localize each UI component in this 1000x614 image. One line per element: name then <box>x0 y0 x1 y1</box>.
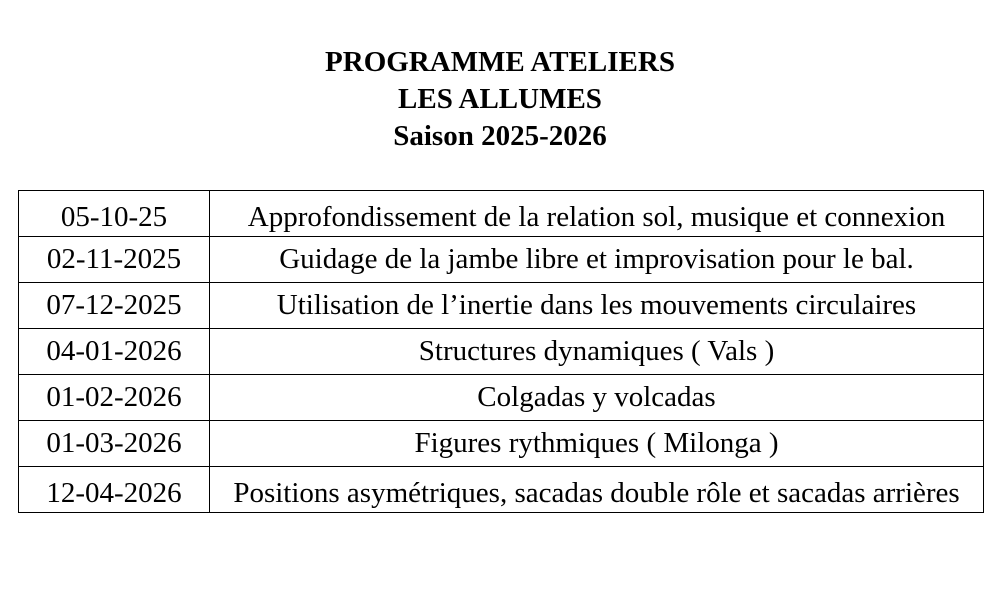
date-cell: 07-12-2025 <box>19 283 210 329</box>
date-cell: 04-01-2026 <box>19 329 210 375</box>
table-row <box>19 467 984 513</box>
topic-cell: Approfondissement de la relation sol, musique et connexion <box>210 191 984 237</box>
topic-cell: Structures dynamiques ( Vals ) <box>210 329 984 375</box>
table-row <box>19 191 984 237</box>
topic-cell: Colgadas y volcadas <box>210 375 984 421</box>
table-row <box>19 421 984 467</box>
table-row <box>19 375 984 421</box>
workshop-schedule-table <box>18 190 984 513</box>
document-title: PROGRAMME ATELIERS <box>325 46 675 78</box>
table-row <box>19 283 984 329</box>
season-label: Saison 2025-2026 <box>393 120 607 152</box>
date-cell: 02-11-2025 <box>19 237 210 283</box>
topic-cell: Figures rythmiques ( Milonga ) <box>210 421 984 467</box>
topic-cell: Guidage de la jambe libre et improvisation pour le bal. <box>210 237 984 283</box>
date-cell: 05-10-25 <box>19 191 210 237</box>
date-cell: 12-04-2026 <box>19 467 210 513</box>
document-subtitle: LES ALLUMES <box>398 83 602 115</box>
date-cell: 01-02-2026 <box>19 375 210 421</box>
topic-cell: Positions asymétriques, sacadas double rôle et sacadas arrières <box>210 467 984 513</box>
document-header <box>0 44 1000 155</box>
table-row <box>19 329 984 375</box>
date-cell: 01-03-2026 <box>19 421 210 467</box>
table-row <box>19 237 984 283</box>
topic-cell: Utilisation de l’inertie dans les mouvements circulaires <box>210 283 984 329</box>
